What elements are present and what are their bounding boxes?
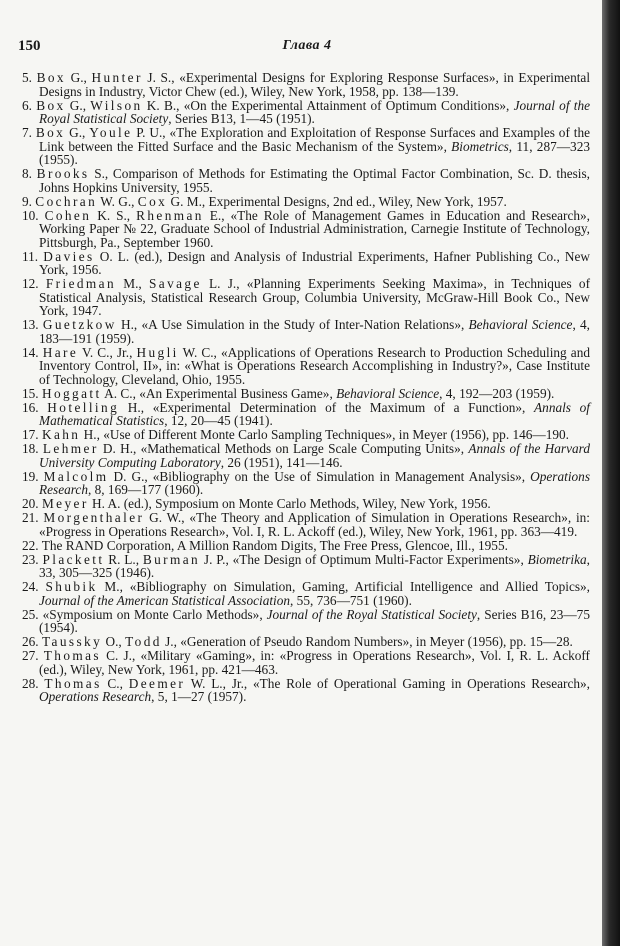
reference-author: Cohen <box>44 207 92 223</box>
reference-coauthor: Rhenman <box>136 207 204 223</box>
reference-text: D. G., «Bibliography on the Use of Simulation in Management Analysis», <box>108 468 531 484</box>
reference-item <box>22 387 590 401</box>
reference-text: D. H., «Mathematical Methods on Large Scale Computing Units», <box>98 441 469 456</box>
reference-coauthor: Deemer <box>128 675 186 691</box>
reference-item <box>22 318 590 345</box>
reference-item <box>22 553 590 580</box>
reference-item <box>22 209 590 250</box>
reference-journal: Operations Research <box>39 689 152 704</box>
reference-text: The RAND Corporation, A Million Random Digits, The Free Press, Glencoe, Ill., 1955. <box>41 537 508 553</box>
reference-coauthor: Cox <box>137 193 168 209</box>
reference-item <box>22 470 590 497</box>
reference-text: P. U., «The Exploration and Exploitation of Response Surfaces and Examples of the Link between the Fitted Surface and the Basic Mechanism of the System», <box>39 125 590 154</box>
reference-number: 21. <box>22 510 44 525</box>
reference-text: , 26 (1951), 141—146. <box>220 454 343 470</box>
reference-item <box>22 539 590 553</box>
reference-author: Thomas <box>44 675 102 691</box>
reference-author: Kahn <box>41 427 81 442</box>
reference-coauthor: Hugli <box>136 344 179 360</box>
reference-number: 16. <box>22 399 48 415</box>
reference-number: 7. <box>22 125 36 140</box>
reference-text: K. S., <box>91 207 137 223</box>
reference-item <box>22 99 590 126</box>
reference-text: , 5, 1—27 (1957). <box>151 689 247 704</box>
reference-number: 19. <box>22 468 44 484</box>
reference-coauthor: Burman <box>142 551 201 567</box>
reference-text: G., <box>65 97 91 113</box>
reference-author: Meyer <box>41 496 89 511</box>
reference-text: H., «A Use Simulation in the Study of Inter-Nation Relations», <box>116 317 469 332</box>
reference-author: Box <box>35 125 66 140</box>
reference-item <box>22 580 590 607</box>
reference-item <box>22 428 590 442</box>
reference-text: R. L., <box>104 551 143 567</box>
reference-journal: Journal of the American Statistical Association <box>39 592 291 608</box>
reference-number: 5. <box>22 70 37 85</box>
reference-author: Malcolm <box>43 468 109 484</box>
reference-journal: Operations Research <box>39 468 590 497</box>
reference-text: , 33, 305—325 (1946). <box>39 551 590 580</box>
reference-text: G. M., Experimental Designs, 2nd ed., Wiley, New York, 1957. <box>167 193 507 209</box>
page-number: 150 <box>18 38 41 54</box>
reference-author: Hotelling <box>47 399 120 415</box>
reference-text: , 8, 169—177 (1960). <box>87 482 204 497</box>
reference-coauthor: Hunter <box>91 70 143 85</box>
reference-number: 24. <box>22 579 46 594</box>
reference-list <box>22 71 590 704</box>
reference-text: M., «Bibliography on Simulation, Gaming, Artificial Intelligence and Allied Topics», <box>97 579 590 594</box>
reference-item <box>22 677 590 704</box>
reference-text: A. C., «An Experimental Business Game», <box>101 385 337 401</box>
reference-item <box>22 71 590 98</box>
reference-coauthor: Wilson <box>90 97 143 113</box>
reference-journal: Behavioral Science <box>468 317 573 332</box>
reference-number: 23. <box>22 551 43 567</box>
reference-author: Guetzkow <box>42 317 117 332</box>
reference-number: 12. <box>22 276 46 291</box>
reference-text: S., Comparison of Methods for Estimating the Optimal Factor Combination, Sc. D. thesis, Johns Hopkins University, 1955. <box>39 166 591 195</box>
reference-number: 13. <box>22 317 43 332</box>
reference-number: 25. <box>22 606 43 622</box>
reference-item <box>22 497 590 511</box>
reference-author: Shubik <box>45 579 98 594</box>
reference-author: Cochran <box>35 193 98 209</box>
reference-text: W. C., «Applications of Operations Research to Production Scheduling and Inventory Control, II», in: «What is Operations Research Accomplishing in Industry?», Case Institute of Technology, Cleveland, Ohio, 1955. <box>39 344 590 387</box>
reference-text: O., <box>102 634 126 649</box>
reference-number: 28. <box>22 675 45 691</box>
reference-journal: Biometrics <box>451 138 509 154</box>
reference-item <box>22 442 590 469</box>
reference-text: J. S., «Experimental Designs for Exploring Response Surfaces», in Experimental Designs in Industry, Victor Chew (ed.), Wiley, New York, 1958, pp. 138—139. <box>39 70 591 99</box>
reference-author: Friedman <box>45 276 117 291</box>
reference-number: 6. <box>22 97 37 113</box>
reference-text: H., «Experimental Determination of the Maximum of a Function», <box>119 399 535 415</box>
reference-text: C. J., «Military «Gaming», in: «Progress in Operations Research», Vol. I, R. L. Ackoff (ed.), Wiley, New York, 1961, pp. 421—463. <box>39 648 590 677</box>
reference-journal: Annals of Mathematical Statistics <box>39 399 590 428</box>
reference-text: , 11, 287—323 (1955). <box>39 138 590 167</box>
reference-text: V. C., Jr., <box>78 344 137 360</box>
reference-text: H., «Use of Different Monte Carlo Sampling Techniques», in Meyer (1956), pp. 146—190. <box>80 427 569 442</box>
reference-author: Davies <box>43 248 95 264</box>
reference-number: 27. <box>22 648 44 663</box>
reference-text: G., <box>65 125 90 140</box>
reference-author: Taussky <box>41 634 103 649</box>
reference-text: O. L. (ed.), Design and Analysis of Industrial Experiments, Hafner Publishing Co., New York, 1956. <box>39 248 591 277</box>
reference-journal: Biometrika <box>527 551 587 567</box>
reference-number: 8. <box>22 166 37 181</box>
reference-number: 10. <box>22 207 45 223</box>
reference-number: 18. <box>22 441 43 456</box>
reference-text: J., «Generation of Pseudo Random Numbers», in Meyer (1956), pp. 15—28. <box>161 634 573 649</box>
reference-author: Brooks <box>36 166 90 181</box>
reference-item <box>22 195 590 209</box>
page-edge-shadow <box>602 0 620 946</box>
reference-text: G., <box>65 70 92 85</box>
reference-text: , 4, 183—191 (1959). <box>39 317 590 346</box>
reference-text: W. L., Jr., «The Role of Operational Gaming in Operations Research», <box>185 675 590 691</box>
reference-number: 26. <box>22 634 42 649</box>
reference-journal: Annals of the Harvard University Computing Laboratory <box>39 441 590 470</box>
reference-author: Plackett <box>42 551 105 567</box>
reference-item <box>22 346 590 387</box>
reference-number: 15. <box>22 385 42 401</box>
reference-text: , Series B16, 23—75 (1954). <box>39 606 590 635</box>
reference-text: G. W., «The Theory and Application of Simulation in Operations Research», in: «Progress in Operations Research», Vol. I, R. L. Ackoff (ed.), Wiley, New York, 1961, pp. 363—419. <box>39 510 590 539</box>
reference-coauthor: Savage <box>148 276 202 291</box>
reference-text: «Symposium on Monte Carlo Methods», <box>42 606 267 622</box>
reference-item <box>22 126 590 167</box>
reference-text: , 4, 192—203 (1959). <box>439 385 555 401</box>
reference-item <box>22 401 590 428</box>
reference-journal: Journal of the Royal Statistical Society <box>39 97 590 126</box>
reference-author: Lehmer <box>42 441 99 456</box>
reference-item <box>22 511 590 538</box>
reference-number: 17. <box>22 427 42 442</box>
reference-text: W. G., <box>97 193 138 209</box>
reference-author: Box <box>36 97 66 113</box>
reference-author: Thomas <box>43 648 102 663</box>
reference-text: , 12, 20—45 (1941). <box>164 413 273 428</box>
reference-item <box>22 277 590 318</box>
reference-author: Box <box>36 70 66 85</box>
reference-number: 11. <box>22 248 44 264</box>
reference-item <box>22 649 590 676</box>
reference-author: Hoggatt <box>41 385 102 401</box>
reference-text: L. J., «Planning Experiments Seeking Maxima», in Techniques of Statistical Analysis, Statistical Research Group, Columbia University, McGraw-Hill Book Co., New York, 1947. <box>39 276 590 318</box>
reference-coauthor: Youle <box>89 125 133 140</box>
reference-text: M., <box>116 276 149 291</box>
reference-text: C., <box>101 675 129 691</box>
reference-journal: Journal of the Royal Statistical Society <box>266 606 477 622</box>
reference-item <box>22 250 590 277</box>
reference-number: 9. <box>22 193 36 209</box>
reference-text: , Series B13, 1—45 (1951). <box>168 111 315 126</box>
reference-text: K. B., «On the Experimental Attainment of Optimum Conditions», <box>142 97 514 113</box>
reference-journal: Behavioral Science <box>336 385 440 401</box>
reference-text: H. A. (ed.), Symposium on Monte Carlo Methods, Wiley, New York, 1956. <box>88 496 491 511</box>
page-header <box>18 38 596 58</box>
running-title: Глава 4 <box>282 38 332 53</box>
reference-item <box>22 608 590 635</box>
reference-item <box>22 167 590 194</box>
reference-text: J. P., «The Design of Optimum Multi-Factor Experiments», <box>200 551 528 567</box>
reference-number: 14. <box>22 344 43 360</box>
reference-text: , 55, 736—751 (1960). <box>290 592 412 608</box>
reference-number: 22. <box>22 537 42 553</box>
reference-number: 20. <box>22 496 42 511</box>
reference-author: Morgenthaler <box>43 510 145 525</box>
reference-coauthor: Todd <box>125 634 162 649</box>
reference-item <box>22 635 590 649</box>
reference-author: Hare <box>42 344 79 360</box>
reference-text: E., «The Role of Management Games in Education and Research», Working Paper № 22, Graduate School of Industrial Administration, Carnegie Institute of Technology, Pittsburgh, Pa., September 1960. <box>39 207 590 250</box>
